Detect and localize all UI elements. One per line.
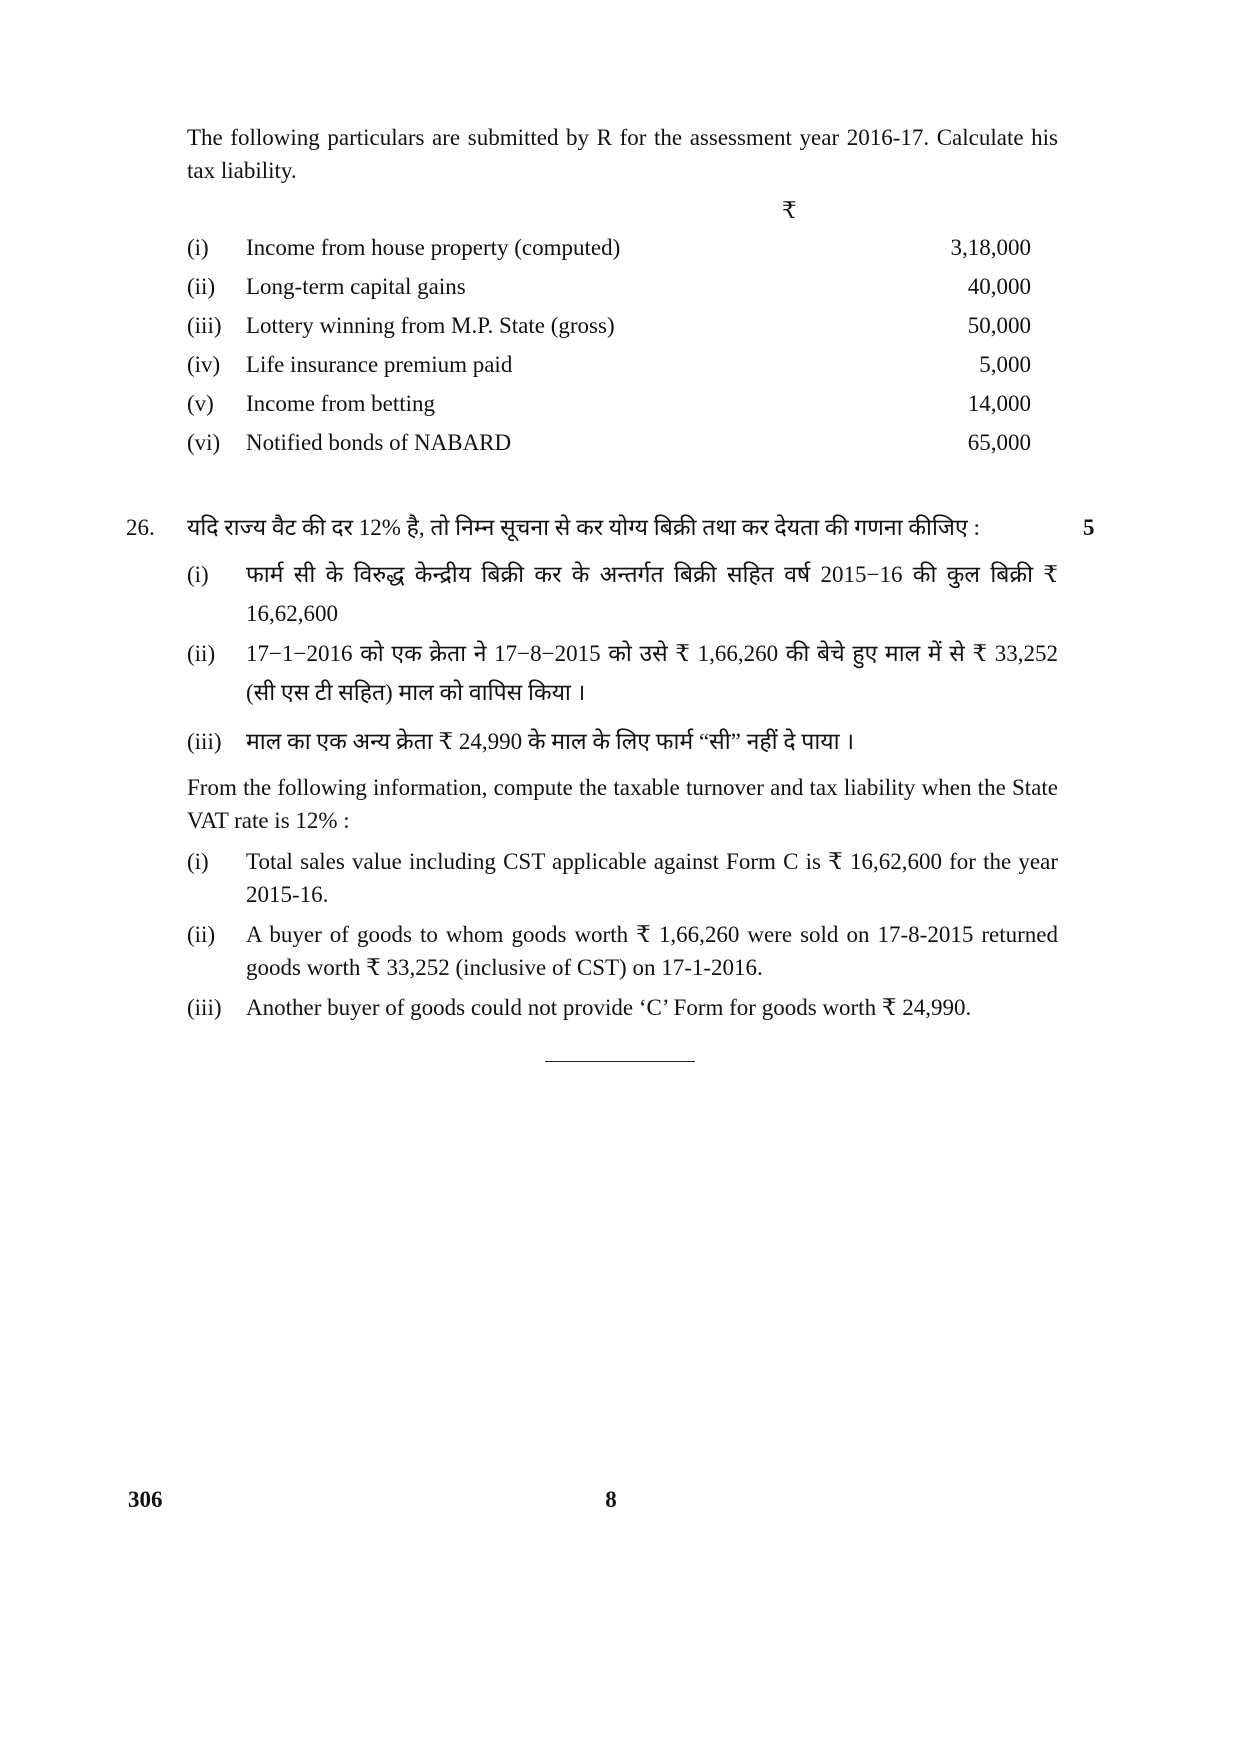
paper-code: 306 — [128, 1487, 163, 1512]
particular-num: (i) — [187, 235, 209, 260]
english-item — [187, 991, 1058, 1024]
particular-amount: 14,000 — [967, 391, 1031, 416]
particular-num: (iii) — [187, 313, 222, 338]
particular-amount: 65,000 — [967, 430, 1031, 455]
end-rule — [545, 1061, 695, 1062]
english-item-text: A buyer of goods to whom goods worth ₹ 1,66,260 were sold on 17-8-2015 returned goods worth ₹ 33,252 (inclusive of CST) on 17-1-2016. — [246, 922, 1058, 980]
hindi-question: यदि राज्य वैट की दर 12% है, तो निम्न सूचना से कर योग्य बिक्री तथा कर देयता की गणना कीजिए : — [187, 515, 980, 540]
particular-num: (ii) — [187, 274, 216, 299]
particular-label: Notified bonds of NABARD — [246, 430, 512, 455]
hindi-item-text: 17−1−2016 को एक क्रेता ने 17−8−2015 को उसे ₹ 1,66,260 की बेचे हुए माल में से ₹ 33,252 (सी एस टी सहित) माल को वापिस किया । — [246, 641, 1058, 705]
intro-paragraph: The following particulars are submitted by R for the assessment year 2016-17. Calculate his tax liability. — [187, 125, 1058, 183]
hindi-item-num: (i) — [187, 562, 209, 587]
particular-label: Lottery winning from M.P. State (gross) — [246, 313, 615, 338]
hindi-item — [187, 634, 1058, 712]
english-item-num: (ii) — [187, 922, 216, 947]
particular-amount: 5,000 — [979, 352, 1031, 377]
particular-label: Long-term capital gains — [246, 274, 466, 299]
hindi-item-text: फार्म सी के विरुद्ध केन्द्रीय बिक्री कर के अन्तर्गत बिक्री सहित वर्ष 2015−16 की कुल बिक्री ₹ 16,62,600 — [246, 562, 1058, 626]
particular-label: Income from betting — [246, 391, 436, 416]
english-item-num: (i) — [187, 849, 209, 874]
hindi-item-text: माल का एक अन्य क्रेता ₹ 24,990 के माल के लिए फार्म “सी” नहीं दे पाया । — [246, 729, 855, 754]
english-item-text: Total sales value including CST applicable against Form C is ₹ 16,62,600 for the year 2015-16. — [246, 849, 1058, 907]
particular-amount: 40,000 — [967, 274, 1031, 299]
particular-label: Income from house property (computed) — [246, 235, 621, 260]
question-marks: 5 — [1083, 515, 1095, 540]
english-item — [187, 918, 1058, 984]
english-item-text: Another buyer of goods could not provide ‘C’ Form for goods worth ₹ 24,990. — [246, 995, 972, 1020]
question-number: 26. — [126, 515, 155, 540]
particular-amount: 50,000 — [967, 313, 1031, 338]
english-item-num: (iii) — [187, 995, 222, 1020]
english-question: From the following information, compute the taxable turnover and tax liability when the State VAT rate is 12% : — [187, 775, 1058, 833]
particular-amount: 3,18,000 — [950, 235, 1031, 260]
particular-label: Life insurance premium paid — [246, 352, 513, 377]
hindi-item — [187, 555, 1058, 633]
currency-header: ₹ — [782, 198, 797, 223]
hindi-item-num: (ii) — [187, 641, 216, 666]
page-number: 8 — [605, 1487, 617, 1512]
particular-num: (v) — [187, 391, 214, 416]
english-item — [187, 845, 1058, 911]
particular-num: (vi) — [187, 430, 221, 455]
particular-num: (iv) — [187, 352, 221, 377]
hindi-item-num: (iii) — [187, 729, 222, 754]
hindi-item — [187, 722, 1058, 761]
